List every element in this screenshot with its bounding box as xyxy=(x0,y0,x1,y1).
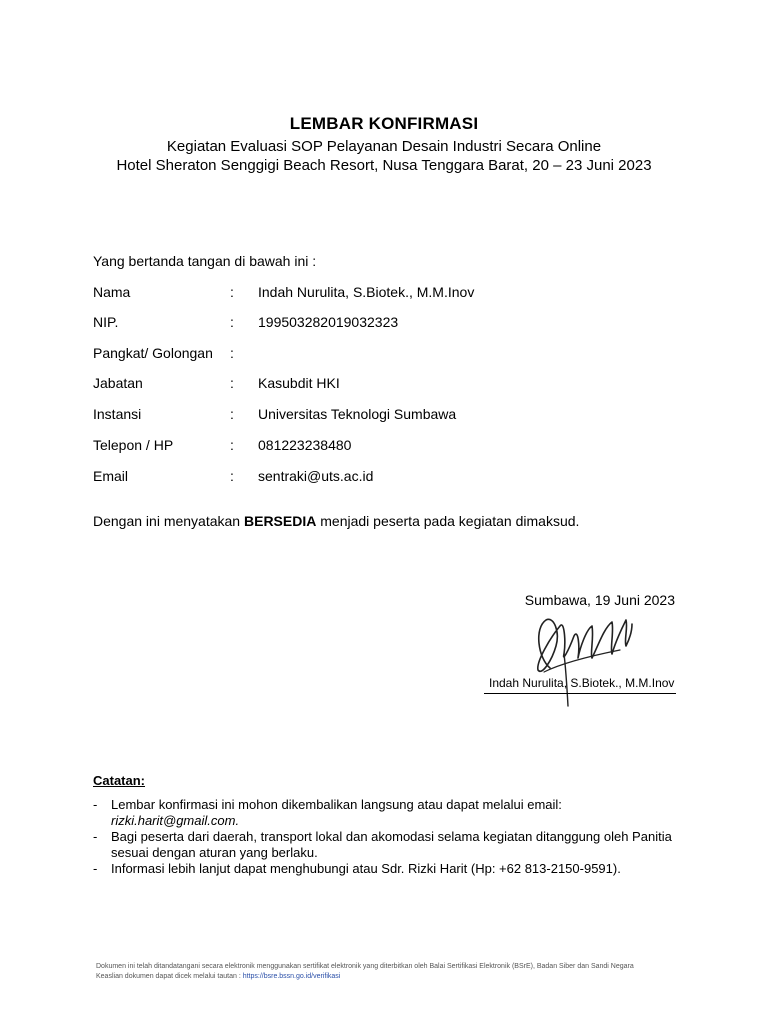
field-row-telepon xyxy=(93,437,693,457)
statement-bold: BERSEDIA xyxy=(244,513,317,529)
intro-text: Yang bertanda tangan di bawah ini : xyxy=(93,253,317,269)
field-row-nama xyxy=(93,284,693,304)
field-value: Universitas Teknologi Sumbawa xyxy=(258,406,457,422)
field-row-jabatan xyxy=(93,375,693,395)
field-value: 199503282019032323 xyxy=(258,314,399,330)
signature-line xyxy=(484,693,676,694)
field-colon: : xyxy=(230,314,234,330)
field-label: Instansi xyxy=(93,406,142,422)
note-item xyxy=(93,797,683,829)
field-value: 081223238480 xyxy=(258,437,352,453)
field-row-email xyxy=(93,468,693,488)
statement-after: menjadi peserta pada kegiatan dimaksud. xyxy=(316,513,580,529)
note-dash: - xyxy=(93,797,98,812)
place-date: Sumbawa, 19 Juni 2023 xyxy=(524,592,675,608)
handwritten-signature xyxy=(520,598,640,708)
signer-name: Indah Nurulita, S.Biotek., M.M.Inov xyxy=(489,676,675,690)
field-colon: : xyxy=(230,406,234,422)
field-row-pangkat xyxy=(93,345,693,365)
note-dash: - xyxy=(93,829,98,844)
notes-title: Catatan: xyxy=(93,773,146,788)
note-text: Lembar konfirmasi ini mohon dikembalikan langsung atau dapat melalui email: xyxy=(111,797,562,812)
field-colon: : xyxy=(230,468,234,484)
statement-before: Dengan ini menyatakan xyxy=(93,513,244,529)
document-title: LEMBAR KONFIRMASI xyxy=(289,114,479,133)
field-label: NIP. xyxy=(93,314,119,330)
field-value: Indah Nurulita, S.Biotek., M.M.Inov xyxy=(258,284,475,300)
field-row-nip xyxy=(93,314,693,334)
field-value: Kasubdit HKI xyxy=(258,375,340,391)
field-label: Telepon / HP xyxy=(93,437,174,453)
field-colon: : xyxy=(230,375,234,391)
contact-email: rizki.harit@gmail.com. xyxy=(111,813,240,828)
field-colon: : xyxy=(230,284,234,300)
footer-line-2: Keaslian dokumen dapat dicek melalui tautan : xyxy=(96,973,243,980)
note-text: Informasi lebih lanjut dapat menghubungi atau Sdr. Rizki Harit (Hp: +62 813-2150-9591). xyxy=(111,861,621,876)
e-signature-footer xyxy=(96,962,676,982)
event-location-date: Hotel Sheraton Senggigi Beach Resort, Nusa Tenggara Barat, 20 – 23 Juni 2023 xyxy=(116,157,652,174)
note-item xyxy=(93,861,683,877)
note-text: Bagi peserta dari daerah, transport lokal dan akomodasi selama kegiatan ditanggung oleh Panitia sesuai dengan aturan yang berlaku. xyxy=(111,829,672,860)
field-label: Email xyxy=(93,468,129,484)
field-row-instansi xyxy=(93,406,693,426)
note-item xyxy=(93,829,683,861)
field-colon: : xyxy=(230,345,234,361)
statement-text xyxy=(93,513,579,529)
event-name: Kegiatan Evaluasi SOP Pelayanan Desain Industri Secara Online xyxy=(166,138,602,155)
field-label: Nama xyxy=(93,284,131,300)
field-label: Jabatan xyxy=(93,375,143,391)
field-label: Pangkat/ Golongan xyxy=(93,345,213,361)
field-value: sentraki@uts.ac.id xyxy=(258,468,374,484)
note-dash: - xyxy=(93,861,98,876)
footer-line-1: Dokumen ini telah ditandatangani secara elektronik menggunakan sertifikat elektronik yang diterbitkan oleh Balai Sertifikasi Elektronik (BSrE), Badan Siber dan Sandi Negara xyxy=(96,963,634,970)
field-colon: : xyxy=(230,437,234,453)
verification-link[interactable]: https://bsre.bssn.go.id/verifikasi xyxy=(242,973,341,980)
